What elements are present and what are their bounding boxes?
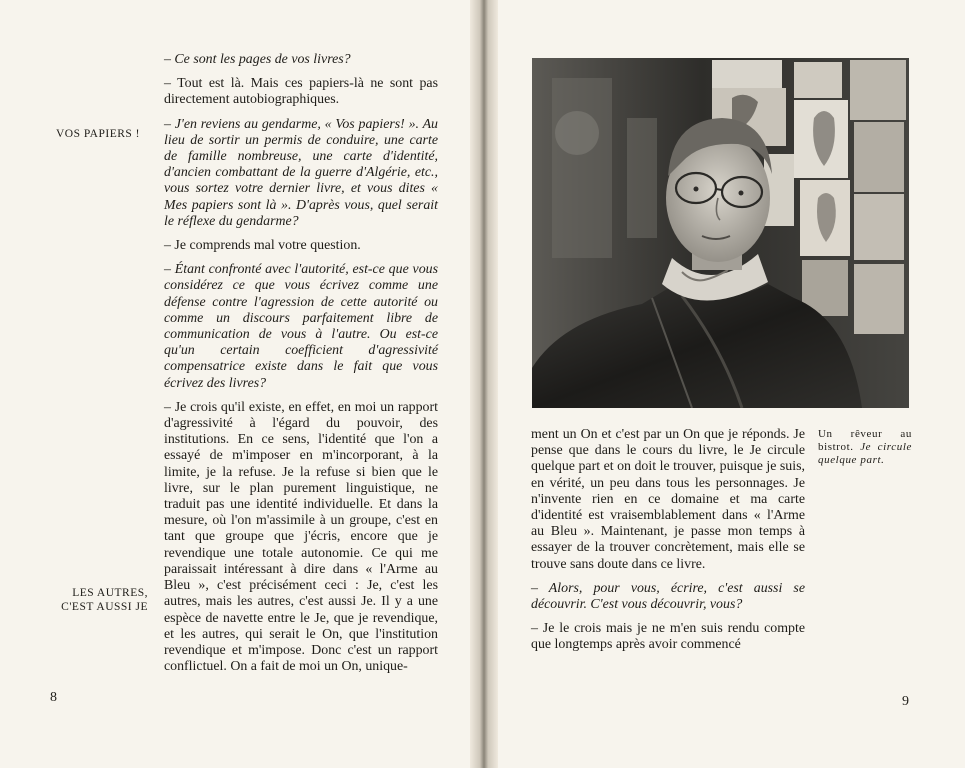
photo-caption xyxy=(818,428,912,467)
caption-italic: Je circule quelque part. xyxy=(818,441,912,466)
book-gutter xyxy=(470,0,498,768)
paragraph: – Je le crois mais je ne m'en suis rendu compte que longtemps après avoir commencé xyxy=(531,621,805,653)
left-page-text xyxy=(164,52,438,683)
paragraph: ment un On et c'est par un On que je réponds. Je pense que dans le cours du livre, le Je circule quelque part et on doit le trouver, puisque je suis, en vérité, un peu dans tous les personnages. Je n'invente rien en ce domaine et ma carte d'identité est vraisemblablement dans « l'Arme au Bleu ». Maintenant, je passe mon temps à essayer de la trouver concrètement, mais elle se trouve sans doute dans ce livre. xyxy=(531,427,805,572)
right-page-text xyxy=(531,427,805,662)
paragraph: – Je crois qu'il existe, en effet, en moi un rapport d'agressivité à l'égard du pouvoir, des institutions. En ce sens, l'identité que l'on a essayé de m'imposer en m'incorporant, à la limite, je la refuse. Je la refuse si bien que le livre, sur le plan purement linguistique, ne traduit pas une identité individuelle. Et dans la mesure, où l'on m'assimile à un groupe, c'est en tant que groupe que j'écris, encore que je revendique une totale autonomie. Ce qui me paraissait intéressant à dire dans « l'Arme au Bleu », c'est précisément ceci : Je, c'est les autres, mais les autres, c'est aussi Je. Il y a une espèce de navette entre le Je, que je revendique, et les autres, qui serait le On, que l'institution revendique et m'impose. Donc c'est un rapport conflictuel. On a fait de moi un On, unique- xyxy=(164,399,438,675)
paragraph: – J'en reviens au gendarme, « Vos papiers! ». Au lieu de sortir un permis de conduire, une carte de famille nombreuse, une carte d'identité, d'ancien combattant de la guerre d'Algérie, etc., vous sortez votre dernier livre, et vous dites « Mes papiers sont là ». D'après vous, quel serait le réflexe du gendarme? xyxy=(164,116,438,229)
paragraph: – Ce sont les pages de vos livres? xyxy=(164,52,351,67)
page-number-right: 9 xyxy=(902,694,909,709)
paragraph: – Tout est là. Mais ces papiers-là ne sont pas directement autobiographiques. xyxy=(164,76,438,108)
caption-roman: Un rêveur au bistrot. xyxy=(818,428,912,453)
page-number-left: 8 xyxy=(50,690,57,705)
margin-note-vos-papiers: VOS PAPIERS ! xyxy=(55,128,140,140)
margin-note-cest-aussi-je: C'EST AUSSI JE xyxy=(61,601,148,613)
paragraph: – Je comprends mal votre question. xyxy=(164,238,361,254)
paragraph: – Étant confronté avec l'autorité, est-ce que vous considérez ce que vous écrivez comme une défense contre l'agression de cette autorité ou comme un discours parfaitement libre de communication de vous à l'autre. Ou est-ce qu'un certain coefficient d'agressivité compensatrice existe dans le fait que vous écrivez des livres? xyxy=(164,262,438,391)
photo-portrait-drawing xyxy=(532,58,909,408)
photo-portrait xyxy=(532,58,909,408)
paragraph: – Alors, pour vous, écrire, c'est aussi se découvrir. C'est vous découvrir, vous? xyxy=(531,580,805,613)
margin-note-les-autres: LES AUTRES, xyxy=(72,587,148,599)
